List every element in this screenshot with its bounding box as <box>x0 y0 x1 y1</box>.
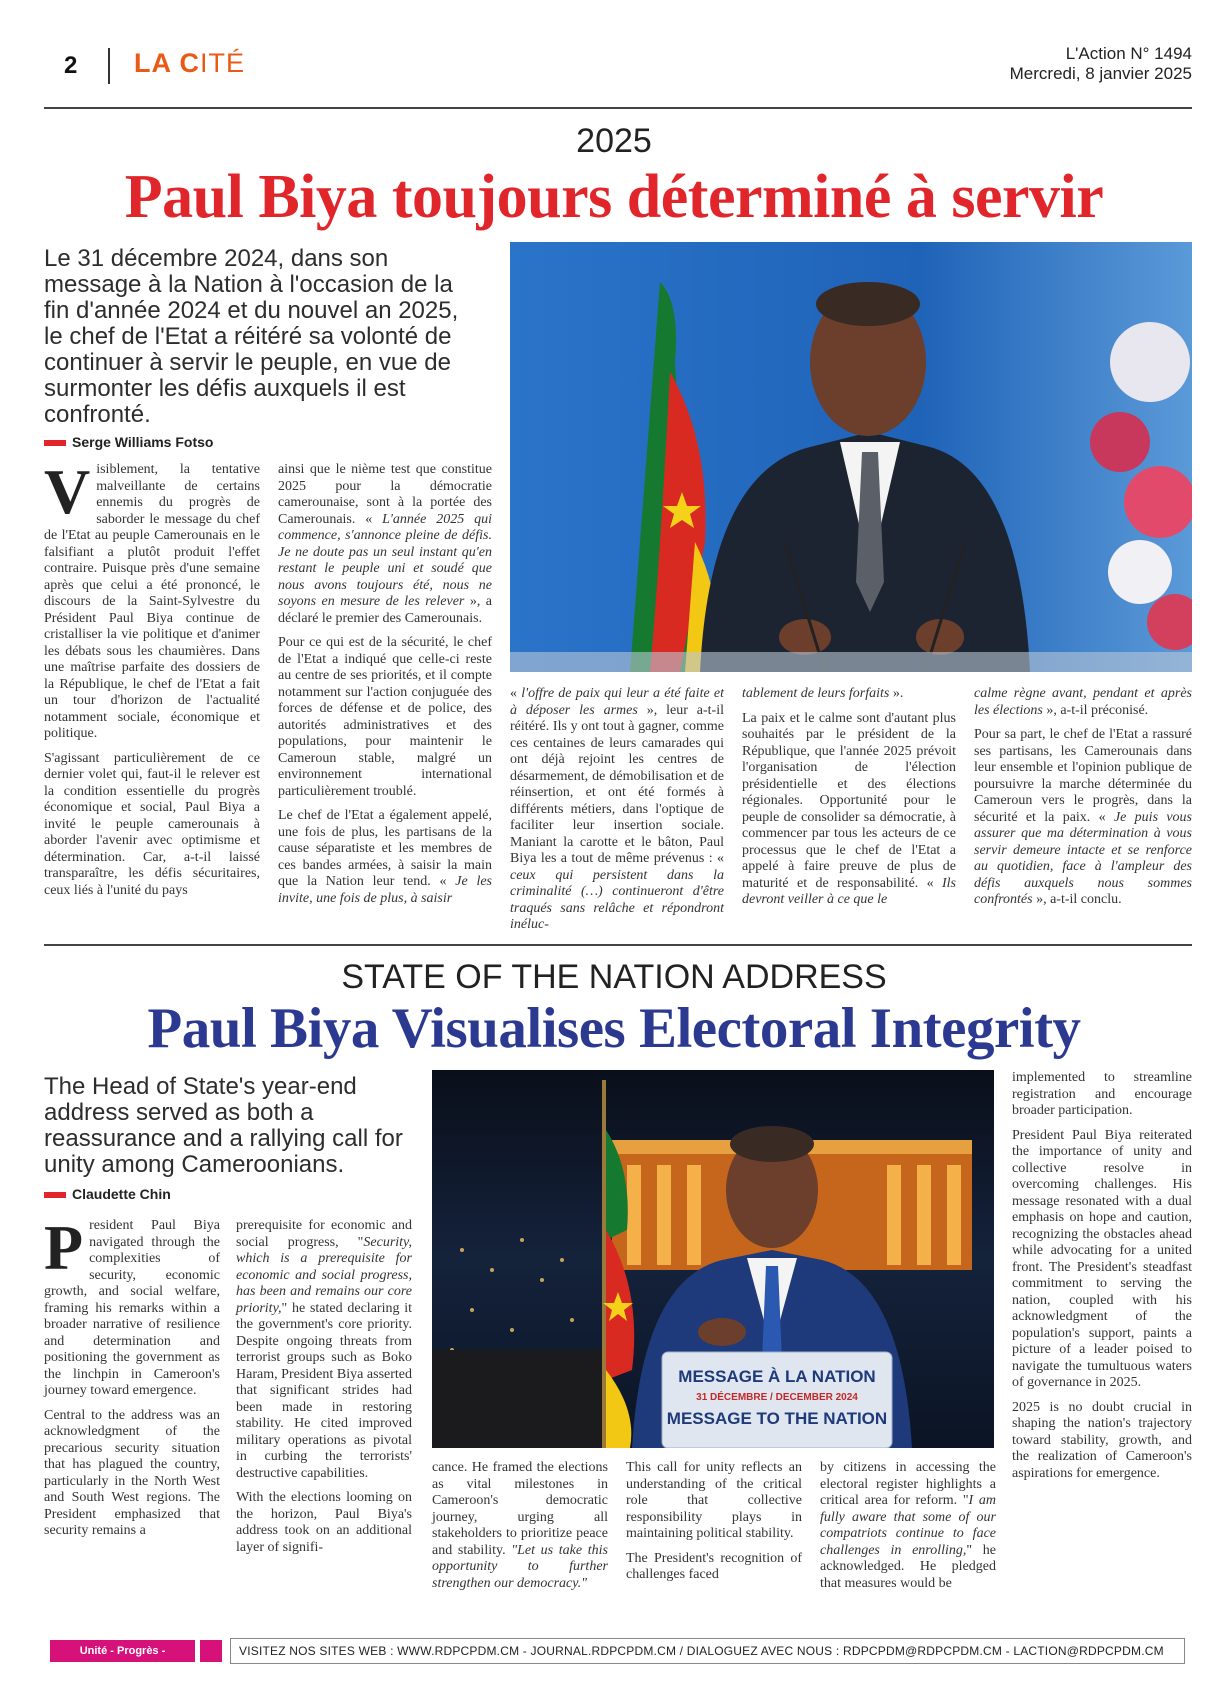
article2-col2-p1a: prerequisite for economic and social progress, " <box>236 1218 412 1250</box>
article1-column4 <box>742 686 956 917</box>
article1-col3-quote1: l'offre de paix qui leur a été faite et à déposer les armes <box>510 686 725 718</box>
article1-col2-p1a: ainsi que le nième test que constitue 2025 pour la démocratie camerounaise, sont à la portée des Camerounais. « <box>278 462 492 527</box>
article2-byline <box>44 1186 171 1202</box>
article1-col4-p1 <box>742 686 956 703</box>
article2-author: Claudette Chin <box>72 1186 171 1202</box>
article2-column6 <box>1012 1070 1192 1490</box>
article1-col3-quote2: ceux qui persistent dans la criminalité (…) continueront d'être traqués sans relâche et répondront inéluc- <box>510 867 724 932</box>
article2-col3-p1a: cance. He framed the elections as vital milestones in Cameroon's democratic journey, urging all stakeholders to prioritize peace and stability. <box>432 1460 608 1558</box>
article1-col5-p2b: », a-t-il conclu. <box>1032 892 1122 907</box>
section-name-b: ITÉ <box>200 48 246 78</box>
article1-col2-p2: Pour ce qui est de la sécurité, le chef de l'Etat a indiqué que celle-ci reste au centre de ses priorités, et il compte notamment sur l'action conjuguée des forces de défense et de police, des autorités administratives et des populations, pour maintenir le Cameroun stable, malgré un environnement international particulièrement troublé. <box>278 635 492 799</box>
issue-number: L'Action N° 1494 <box>1065 44 1192 63</box>
footer-square <box>200 1640 222 1662</box>
article2-title: Paul Biya Visualises Electoral Integrity <box>147 997 1081 1060</box>
article2-col5-p1 <box>820 1460 996 1592</box>
article2-col5-p1a: by citizens in accessing the electoral register highlights a critical area for reform. " <box>820 1460 996 1508</box>
article1-col3-p1b: », leur a-t-il réitéré. Ils y ont tout à gagner, comme ces centaines de leurs camarades qui ont déjà rejoint les centres de désarmement, de démobilisation et de réinsertion, et ont été formés à différents métiers, dans l'optique de faciliter leur insertion sociale. Maniant la carotte et le bâton, Paul Biya les a tout de même prévenus : « <box>510 702 724 866</box>
article1-col2-quote: L'année 2025 qui commence, s'annonce pleine de défis. Je ne doute pas un seul instant qu'en restant le peuple uni et soudé que nous avons toujours été, nous ne soyons en mesure de les relever <box>278 511 492 609</box>
article1-col3-p1: « l'offre de paix qui leur a été faite et à déposer les armes », leur a-t-il réitéré. Ils y ont tout à gagner, comme ces centaines de leurs camarades qui ont déjà rejoint les centres de désarmement, de démobilisation et de réinsertion, et ont été formés à différents métiers, dans l'optique de faciliter leur insertion sociale. Maniant la carotte et le bâton, Paul Biya les a tout de même prévenus : « ceux qui persistent dans la criminalité (…) continueront d'être traqués sans relâche et répondront inéluc- <box>510 686 725 932</box>
header-separator <box>108 48 110 84</box>
article1-col1-p2: S'agissant particulièrement de ce dernier volet qui, faut-il le relever est la condition essentielle du progrès économique et social, Paul Biya a invité le peuple camerounais à aborder l'avenir avec optimisme et détermination. Car, a-t-il laissé transparaître, les défis sécuritaires, ceux liés à l'unité du pays <box>44 750 260 898</box>
article1-title: Paul Biya toujours déterminé à servir <box>124 163 1104 231</box>
article1-byline <box>44 434 213 450</box>
article2-col6-p2: President Paul Biya reiterated the importance of unity and collective resolve in overcoming challenges. His message resonated with a dual emphasis on hope and caution, recognizing the obstacles ahead while advocating for a united front. The President's steadfast commitment to serving the nation, coupled with his acknowledgment of the population's support, paints a picture of a leader poised to navigate the tumultuous waters of governance in 2025. <box>1012 1127 1192 1390</box>
article1-dropcap: V <box>44 456 91 527</box>
article2-col2-p1 <box>236 1218 412 1482</box>
article1-col4-quote2: Ils devront veiller à ce que le <box>742 875 956 907</box>
article2-col4-p2: The President's recognition of challenges faced <box>626 1550 802 1582</box>
article1-lead: Le 31 décembre 2024, dans son message à la Nation à l'occasion de la fin d'année 2024 et du nouvel an 2025, le chef de l'Etat a réitéré sa volonté de continuer à servir le peuple, en vue de surmonter les défis auxquels il est confronté. <box>44 245 459 428</box>
article2-col5-p1b: " he acknowledged. He pledged that measures would be <box>820 1542 996 1591</box>
section-name-a: LA C <box>134 48 200 78</box>
article1-col2-p1b: », a déclaré le premier des Camerounais. <box>278 594 492 626</box>
article2-col5-quote: I am fully aware that some of our compatriots continue to face challenges in enrolling, <box>820 1493 997 1558</box>
page-number: 2 <box>64 52 78 79</box>
article1-col5-p2a: Pour sa part, le chef de l'Etat a rassuré ses partisans, les Camerounais dans leur ensemble et l'opinion publique de poursuivre la marche déterminée du Cameroun vers le progrès, dans la sécurité et la paix. « <box>974 727 1192 825</box>
article1-col4-p2a: La paix et le calme sont d'autant plus souhaités par le président de la République, que l'année 2025 prévoit l'organisation de l'élection présidentielle et des élections régionales. Opportunité pour le peuple de consolider sa démocratie, à commencer par tous les acteurs de ce processus que le chef de l'Etat a appelé à faire preuve de plus de maturité et de responsabilité. « <box>742 710 956 891</box>
article1-col5-quote2: Je puis vous assurer que ma détermination à vous servir demeure intacte et se renforce au quotidien, face à l'ampleur des défis auxquels nous sommes confrontés <box>974 809 1192 907</box>
article1-col2-p3-quote: Je les invite, une fois de plus, à saisir <box>278 874 492 906</box>
article1-column1 <box>44 456 260 907</box>
article2-col3-quote: "Let us take this opportunity to further strengthen our democracy." <box>432 1542 608 1591</box>
podium-line2: 31 DÉCEMBRE / DECEMBER 2024 <box>696 1392 858 1403</box>
article1-kicker: 2025 <box>576 122 652 160</box>
footer-motto: Unité - Progrès - Démocratie <box>50 1640 195 1662</box>
article2-col1-p1-text: resident Paul Biya navigated through the complexities of security, economic growth, and social welfare, framing his remarks within a broader narrative of resilience and determination and positioning the government as the linchpin in Cameroon's journey toward emergence. <box>44 1218 220 1398</box>
article1-col2-p3 <box>278 808 492 907</box>
article2-column5 <box>820 1460 996 1600</box>
article2-col2-p1b: " he stated declaring it the government's core priority. Despite ongoing threats from terrorist groups such as Boko Haram, President Biya asserted that significant strides had been made in restoring stability. He cited improved military operations as pivotal in curbing the terrorists' destructive capabilities. <box>236 1300 412 1481</box>
byline-bar <box>44 1192 66 1198</box>
article1-col1-p1-text: isiblement, la tentative malveillante de certains ennemis du progrès de saborder le message du chef de l'Etat au peuple Camerounais en le falsifiant a plutôt produit l'effet contraire. Puisque près d'une semaine après que celui a été prononcé, le discours de la Saint-Sylvestre du Président Paul Biya continue de cristalliser la vie politique et d'animer les débats sous les chaumières. Dans une maîtrise parfaite des dossiers de la République, le chef de l'Etat a fait un tour d'horizon de l'actualité notamment sociale, économique et politique. <box>44 462 260 741</box>
footer-websites: VISITEZ NOS SITES WEB : WWW.RDPCPDM.CM - JOURNAL.RDPCPDM.CM / DIALOGUEZ AVEC NOUS : RDPCPDM@RDPCPDM.CM - LACTION@RDPCPDM.CM <box>230 1638 1185 1664</box>
article1-col5-p2 <box>974 727 1192 909</box>
article2-photo <box>432 1070 994 1448</box>
article1-col4-quote1: tablement de leurs forfaits <box>742 686 890 701</box>
article1-column3 <box>510 686 724 942</box>
header-rule <box>44 107 1192 109</box>
article2-col1-p2: Central to the address was an acknowledgment of the precarious security situation that has plagued the country, particularly in the North West and South West regions. The President emphasized that security remains a <box>44 1407 220 1538</box>
article1-col2-p3a: Le chef de l'Etat a également appelé, une fois de plus, les partisans de la cause séparatiste et les membres de ces bandes armées, à saisir la main que la Nation leur tend. « <box>278 808 492 889</box>
podium-line1: MESSAGE À LA NATION <box>678 1367 876 1386</box>
article2-column3 <box>432 1460 608 1600</box>
article1-col5-p1b: », a-t-il préconisé. <box>1042 702 1149 718</box>
article1-col4-p1b: ». <box>889 686 904 701</box>
article2-kicker: STATE OF THE NATION ADDRESS <box>341 958 887 996</box>
article1-col2-p1 <box>278 462 492 627</box>
section-name <box>134 48 245 79</box>
article1-col5-p1 <box>974 686 1192 719</box>
article1-column5 <box>974 686 1192 917</box>
article1-col4-p2 <box>742 711 956 909</box>
article2-col1-p1 <box>44 1212 220 1400</box>
issue-date: Mercredi, 8 janvier 2025 <box>1009 64 1192 83</box>
article2-col6-p3: 2025 is no doubt crucial in shaping the nation's trajectory toward stability, growth, and the realization of Cameroon's aspirations for emergence. <box>1012 1399 1192 1481</box>
article2-col3-p1 <box>432 1460 608 1592</box>
president-portrait-photo <box>510 242 1192 672</box>
podium-line3: MESSAGE TO THE NATION <box>666 1409 888 1428</box>
article2-column1 <box>44 1212 220 1548</box>
article2-col2-p2: With the elections looming on the horizon, Paul Biya's address took on an additional layer of signifi- <box>236 1490 412 1555</box>
article2-column4 <box>626 1460 802 1592</box>
article-divider <box>44 944 1192 946</box>
president-address-photo <box>432 1070 994 1448</box>
article2-col4-p1: This call for unity reflects an understanding of the critical role that collective responsibility plays in maintaining political stability. <box>626 1460 802 1541</box>
article2-lead: The Head of State's year-end address served as both a reassurance and a rallying call for unity among Cameroonians. <box>44 1073 403 1178</box>
article1-col1-p1 <box>44 456 260 743</box>
article2-column2 <box>236 1218 412 1564</box>
article1-photo <box>510 242 1192 672</box>
article2-col2-quote: Security, which is a prerequisite for economic and social progress, has been and remains our core priority, <box>236 1234 412 1316</box>
article2-col6-p1: implemented to streamline registration and encourage broader participation. <box>1012 1070 1192 1118</box>
masthead <box>1010 44 1192 84</box>
article1-column2 <box>278 462 492 915</box>
article1-col5-quote1: calme règne avant, pendant et après les élections <box>974 686 1192 718</box>
article2-dropcap: P <box>44 1212 84 1283</box>
byline-bar <box>44 440 66 446</box>
article1-author: Serge Williams Fotso <box>72 434 214 450</box>
